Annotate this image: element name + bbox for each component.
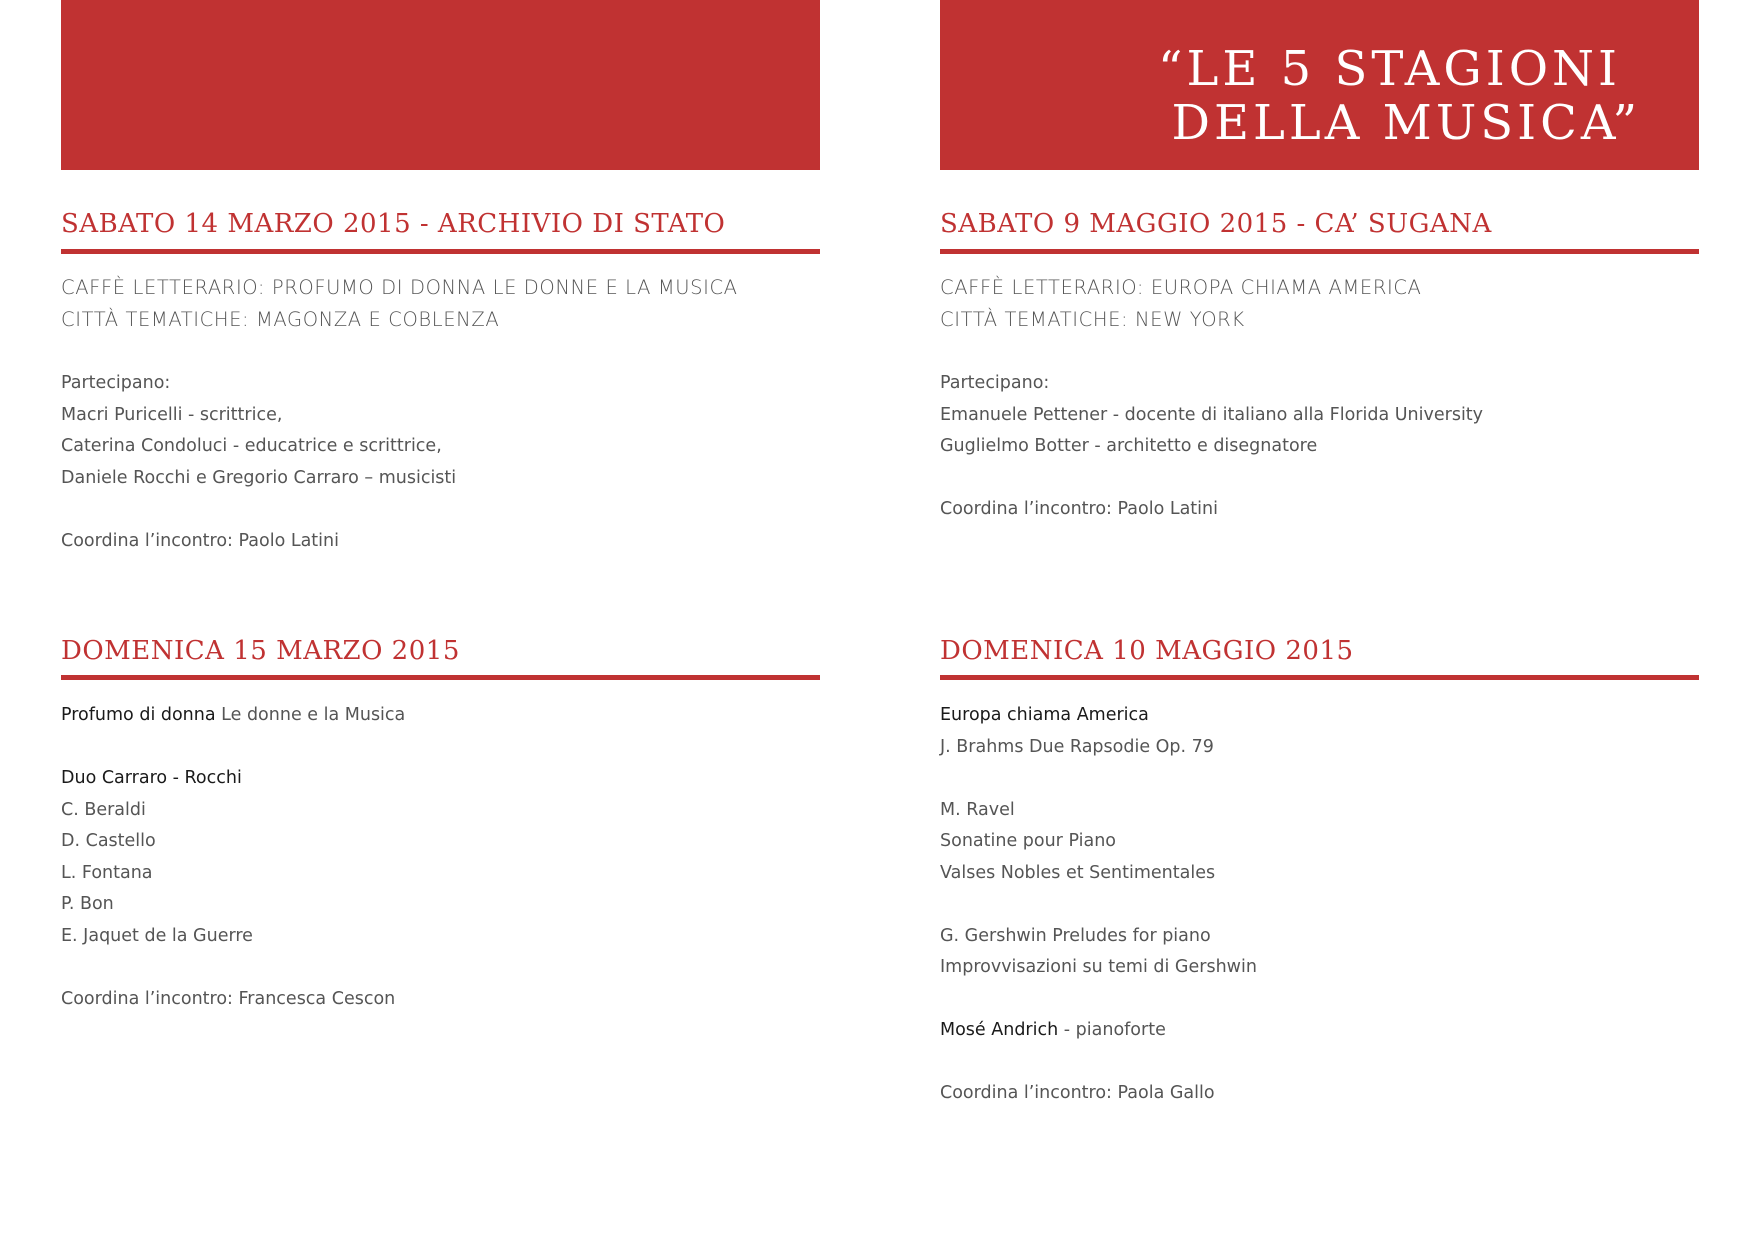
heading-rule [940, 249, 1699, 254]
composer: P. Bon [61, 894, 114, 914]
participant: Guglielmo Botter - architetto e disegnatore [940, 436, 1318, 456]
composer: E. Jaquet de la Guerre [61, 925, 253, 946]
event-heading: SABATO 9 MAGGIO 2015 - CA’ SUGANA [940, 209, 1492, 239]
left-page [61, 0, 820, 1009]
composer: C. Beraldi [61, 799, 146, 820]
participant: Emanuele Pettener - docente di italiano alla Florida University [940, 404, 1484, 425]
program-item: Valses Nobles et Sentimentales [940, 862, 1216, 883]
program-item: Sonatine pour Piano [940, 831, 1116, 851]
participants-block [940, 368, 1699, 526]
performers: Duo Carraro - Rocchi [61, 768, 242, 788]
program-item: J. Brahms Due Rapsodie Op. 79 [940, 736, 1214, 757]
caps-line: CAFFÈ LETTERARIO: PROFUMO DI DONNA LE DONNE E LA MUSICA [61, 276, 738, 299]
composer: L. Fontana [61, 862, 153, 883]
participant: Daniele Rocchi e Gregorio Carraro – musicisti [61, 467, 457, 488]
caps-line: CITTÀ TEMATICHE: NEW YORK [940, 308, 1245, 331]
heading-rule [940, 675, 1699, 680]
event-info [940, 272, 1699, 336]
program-title: Europa chiama America [940, 705, 1149, 725]
program-title [61, 700, 820, 732]
coordinator: Coordina l’incontro: Paolo Latini [61, 530, 339, 551]
program-title-strong: Profumo di donna [61, 705, 216, 725]
caps-line: CITTÀ TEMATICHE: MAGONZA E COBLENZA [61, 308, 500, 331]
program-item: Improvvisazioni su temi di Gershwin [940, 957, 1257, 977]
program-block [940, 700, 1699, 1110]
participant: Macri Puricelli - scrittrice, [61, 404, 283, 425]
performer-role: - pianoforte [1063, 1020, 1166, 1040]
caps-line: CAFFÈ LETTERARIO: EUROPA CHIAMA AMERICA [940, 276, 1422, 299]
participants-block [61, 368, 820, 557]
left-banner [61, 0, 820, 170]
event-info [61, 272, 820, 336]
event-heading: SABATO 14 MARZO 2015 - ARCHIVIO DI STATO [61, 209, 726, 239]
composer: D. Castello [61, 831, 156, 851]
participants-label: Partecipano: [61, 373, 171, 393]
right-page [940, 0, 1699, 1103]
program-block [61, 700, 820, 1015]
performer [940, 1015, 1699, 1047]
program-item: G. Gershwin Preludes for piano [940, 925, 1211, 946]
coordinator: Coordina l’incontro: Francesca Cescon [61, 988, 396, 1009]
participant: Caterina Condoluci - educatrice e scrittrice, [61, 436, 442, 456]
right-banner [940, 0, 1699, 170]
banner-title [1157, 41, 1641, 151]
event-heading: DOMENICA 10 MAGGIO 2015 [940, 636, 1354, 666]
program-item: M. Ravel [940, 799, 1015, 820]
banner-title-line1: “LE 5 STAGIONI [1157, 41, 1621, 97]
heading-rule [61, 675, 820, 680]
heading-rule [61, 249, 820, 254]
program-title-rest: Le donne e la Musica [221, 705, 406, 725]
event-heading: DOMENICA 15 MARZO 2015 [61, 636, 460, 666]
participants-label: Partecipano: [940, 373, 1050, 393]
banner-title-line2: DELLA MUSICA” [1171, 95, 1641, 151]
coordinator: Coordina l’incontro: Paola Gallo [940, 1083, 1215, 1103]
coordinator: Coordina l’incontro: Paolo Latini [940, 499, 1218, 519]
performer-name: Mosé Andrich [940, 1020, 1059, 1040]
